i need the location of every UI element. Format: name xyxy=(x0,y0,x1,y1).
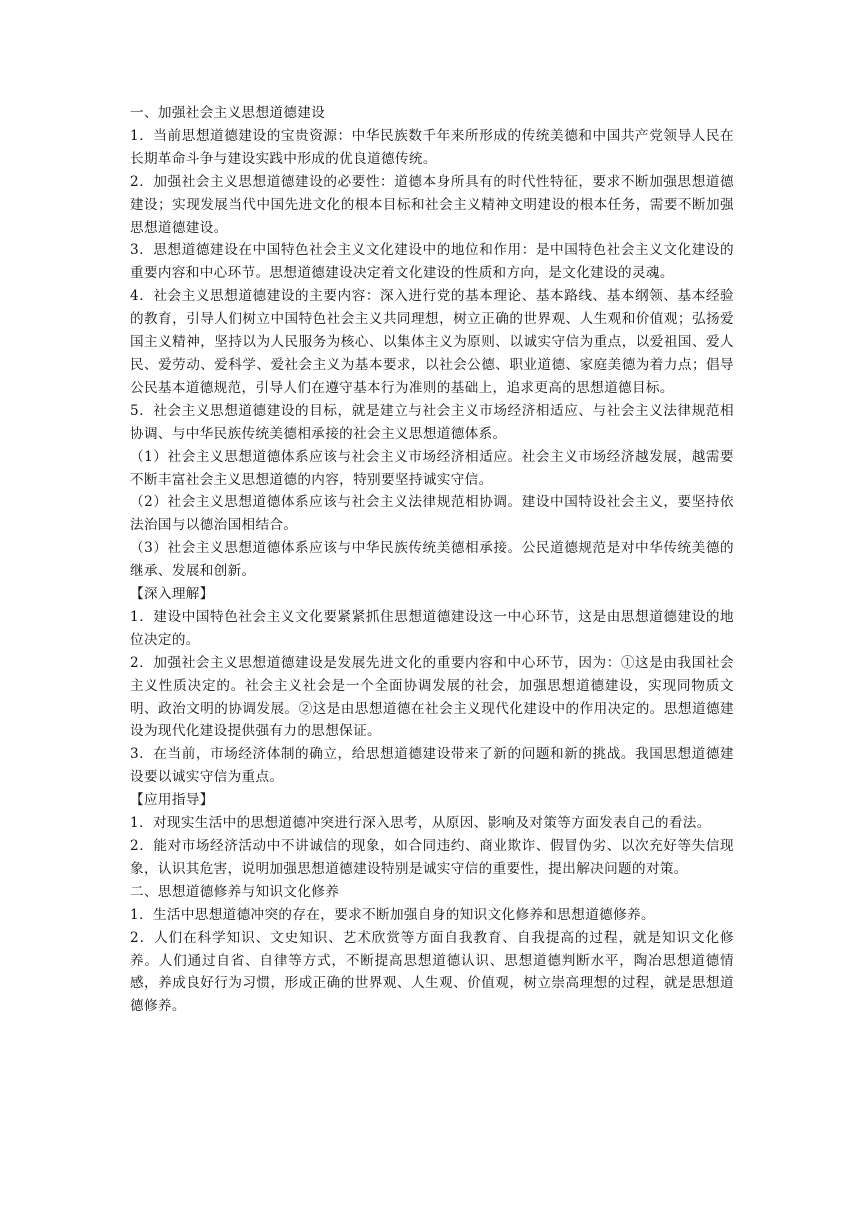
document-body xyxy=(130,102,734,1018)
paragraph: 3．在当前，市场经济体制的确立，给思想道德建设带来了新的问题和新的挑战。我国思想道德建设要以诚实守信为重点。 xyxy=(130,746,734,786)
paragraph: 4．社会主义思想道德建设的主要内容：深入进行党的基本理论、基本路线、基本纲领、基本经验的教育，引导人们树立中国特色社会主义共同理想，树立正确的世界观、人生观和价值观；弘扬爱国主义精神，坚持以为人民服务为核心、以集体主义为原则、以诚实守信为重点，以爱祖国、爱人民、爱劳动、爱科学、爱社会主义为基本要求，以社会公德、职业道德、家庭美德为着力点；倡导公民基本道德规范，引导人们在遵守基本行为准则的基础上，追求更高的思想道德目标。 xyxy=(130,288,734,396)
paragraph: 3．思想道德建设在中国特色社会主义文化建设中的地位和作用：是中国特色社会主义文化建设的重要内容和中心环节。思想道德建设决定着文化建设的性质和方向，是文化建设的灵魂。 xyxy=(130,242,734,282)
section-heading-application-guide: 【应用指导】 xyxy=(130,792,214,809)
section-heading-1: 一、加强社会主义思想道德建设 xyxy=(130,105,326,121)
paragraph: 1．对现实生活中的思想道德冲突进行深入思考，从原因、影响及对策等方面发表自己的看法。 xyxy=(130,815,711,832)
paragraph: 1．生活中思想道德冲突的存在，要求不断加强自身的知识文化修养和思想道德修养。 xyxy=(130,906,655,923)
section-heading-deep-understanding: 【深入理解】 xyxy=(130,586,214,603)
sub-paragraph: （3）社会主义思想道德体系应该与中华民族传统美德相承接。公民道德规范是对中华传统美德的继承、发展和创新。 xyxy=(130,540,734,580)
paragraph: 1．建设中国特色社会主义文化要紧紧抓住思想道德建设这一中心环节，这是由思想道德建设的地位决定的。 xyxy=(130,608,734,648)
paragraph: 2．加强社会主义思想道德建设是发展先进文化的重要内容和中心环节，因为：①这是由我国社会主义性质决定的。社会主义社会是一个全面协调发展的社会，加强思想道德建设，实现同物质文明、政治文明的协调发展。②这是由思想道德在社会主义现代化建设中的作用决定的。思想道德建设为现代化建设提供强有力的思想保证。 xyxy=(130,654,734,740)
sub-paragraph: （2）社会主义思想道德体系应该与社会主义法律规范相协调。建设中国特设社会主义，要坚持依法治国与以德治国相结合。 xyxy=(130,494,734,534)
paragraph: 2．加强社会主义思想道德建设的必要性：道德本身所具有的时代性特征，要求不断加强思想道德建设；实现发展当代中国先进文化的根本目标和社会主义精神文明建设的根本任务，需要不断加强思想道德建设。 xyxy=(130,173,734,236)
section-heading-2: 二、思想道德修养与知识文化修养 xyxy=(130,883,340,900)
paragraph: 1．当前思想道德建设的宝贵资源：中华民族数千年来所形成的传统美德和中国共产党领导人民在长期革命斗争与建设实践中形成的优良道德传统。 xyxy=(130,127,734,167)
sub-paragraph: （1）社会主义思想道德体系应该与社会主义市场经济相适应。社会主义市场经济越发展，越需要不断丰富社会主义思想道德的内容，特别要坚持诚实守信。 xyxy=(130,448,734,488)
paragraph: 5．社会主义思想道德建设的目标，就是建立与社会主义市场经济相适应、与社会主义法律规范相协调、与中华民族传统美德相承接的社会主义思想道德体系。 xyxy=(130,402,734,442)
paragraph: 2．人们在科学知识、文史知识、艺术欣赏等方面自我教育、自我提高的过程，就是知识文化修养。人们通过自省、自律等方式，不断提高思想道德认识、思想道德判断水平，陶冶思想道德情感，养成良好行为习惯，形成正确的世界观、人生观、价值观，树立崇高理想的过程，就是思想道德修养。 xyxy=(130,929,734,1015)
paragraph: 2．能对市场经济活动中不讲诚信的现象，如合同违约、商业欺诈、假冒伪劣、以次充好等失信现象，认识其危害，说明加强思想道德建设特别是诚实守信的重要性，提出解决问题的对策。 xyxy=(130,838,734,877)
